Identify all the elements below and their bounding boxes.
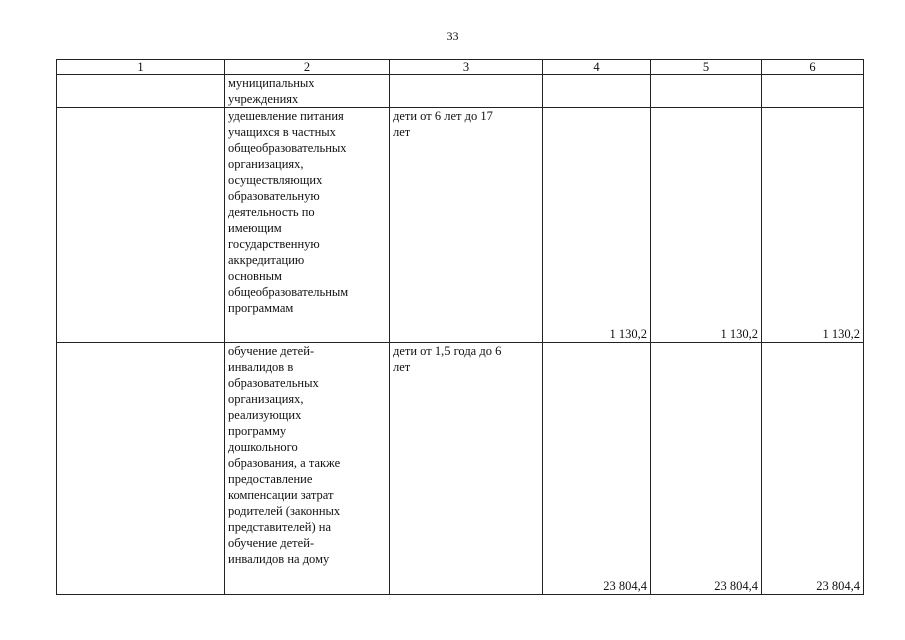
- column-header-5: 5: [651, 60, 762, 75]
- cell-value-col5: 1 130,2: [651, 108, 762, 343]
- cell-col1: [57, 75, 225, 108]
- cell-col1: [57, 108, 225, 343]
- cell-category: дети от 6 лет до 17 лет: [390, 108, 543, 343]
- cell-description: удешевление питания учащихся в частных общеобразовательных организациях, осуществляющих образовательную деятельность по имеющим государственную аккредитацию основным общеобразовательным программам: [225, 108, 390, 343]
- cell-value-col5: 23 804,4: [651, 343, 762, 595]
- column-header-6: 6: [762, 60, 864, 75]
- cell-description: обучение детей- инвалидов в образовательных организациях, реализующих программу дошкольного образования, а также предоставление компенсации затрат родителей (законных представителей) на обучение детей- инвалидов на дому: [225, 343, 390, 595]
- cell-value-col6: [762, 75, 864, 108]
- cell-description: муниципальных учреждениях: [225, 75, 390, 108]
- cell-value-col4: 23 804,4: [543, 343, 651, 595]
- cell-value-col4: [543, 75, 651, 108]
- cell-col1: [57, 343, 225, 595]
- cell-value-col5: [651, 75, 762, 108]
- table-row: [57, 343, 864, 595]
- cell-value-col6: 23 804,4: [762, 343, 864, 595]
- cell-category: дети от 1,5 года до 6 лет: [390, 343, 543, 595]
- table-row: [57, 75, 864, 108]
- column-header-4: 4: [543, 60, 651, 75]
- cell-value-col6: 1 130,2: [762, 108, 864, 343]
- table-row: [57, 108, 864, 343]
- column-header-2: 2: [225, 60, 390, 75]
- header-row: [57, 60, 864, 75]
- cell-value-col4: 1 130,2: [543, 108, 651, 343]
- page-number: 33: [446, 29, 459, 43]
- cell-category: [390, 75, 543, 108]
- column-header-3: 3: [390, 60, 543, 75]
- column-header-1: 1: [57, 60, 225, 75]
- data-table: [56, 59, 864, 595]
